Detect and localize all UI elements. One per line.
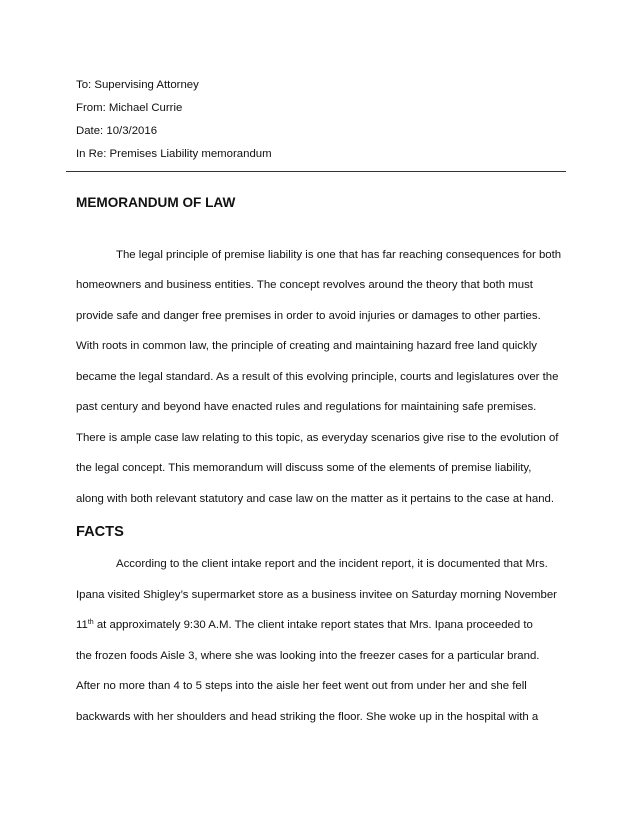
memo-paragraph-line: past century and beyond have enacted rules and regulations for maintaining safe premises. (76, 401, 537, 413)
memo-paragraph-line: homeowners and business entities. The concept revolves around the theory that both must (76, 279, 533, 291)
header-divider (66, 171, 566, 172)
facts-paragraph-line (76, 618, 566, 632)
from-line: From: Michael Currie (76, 102, 183, 114)
re-line: In Re: Premises Liability memorandum (76, 148, 272, 160)
memo-paragraph-line: The legal principle of premise liability is one that has far reaching consequences for both (116, 249, 562, 261)
facts-paragraph-line: According to the client intake report and the incident report, it is documented that Mrs. (116, 558, 548, 570)
facts-paragraph-line: Ipana visited Shigley’s supermarket store as a business invitee on Saturday morning November (76, 589, 557, 601)
date-continuation: at approximately 9:30 A.M. The client intake report states that Mrs. Ipana proceeded to (93, 619, 533, 631)
facts-paragraph-line: the frozen foods Aisle 3, where she was looking into the freezer cases for a particular brand. (76, 650, 540, 662)
facts-title: FACTS (76, 524, 124, 540)
memorandum-title: MEMORANDUM OF LAW (76, 195, 236, 210)
to-line: To: Supervising Attorney (76, 79, 199, 91)
date-day: 11 (76, 619, 88, 631)
memo-paragraph-line: provide safe and danger free premises in order to avoid injuries or damages to other parties. (76, 310, 541, 322)
date-ordinal-suffix: th (87, 619, 94, 626)
facts-paragraph-line: backwards with her shoulders and head striking the floor. She woke up in the hospital with a (76, 711, 539, 723)
memo-paragraph-line: the legal concept. This memorandum will discuss some of the elements of premise liability, (76, 462, 532, 474)
memo-paragraph-line: along with both relevant statutory and case law on the matter as it pertains to the case at hand. (76, 493, 555, 505)
memo-paragraph-line: became the legal standard. As a result of this evolving principle, courts and legislatures over the (76, 371, 559, 383)
memo-paragraph-line: There is ample case law relating to this topic, as everyday scenarios give rise to the evolution of (76, 432, 559, 444)
memo-paragraph-line: With roots in common law, the principle of creating and maintaining hazard free land quickly (76, 340, 537, 352)
facts-paragraph-line: After no more than 4 to 5 steps into the aisle her feet went out from under her and she fell (76, 680, 527, 692)
date-line: Date: 10/3/2016 (76, 125, 158, 137)
